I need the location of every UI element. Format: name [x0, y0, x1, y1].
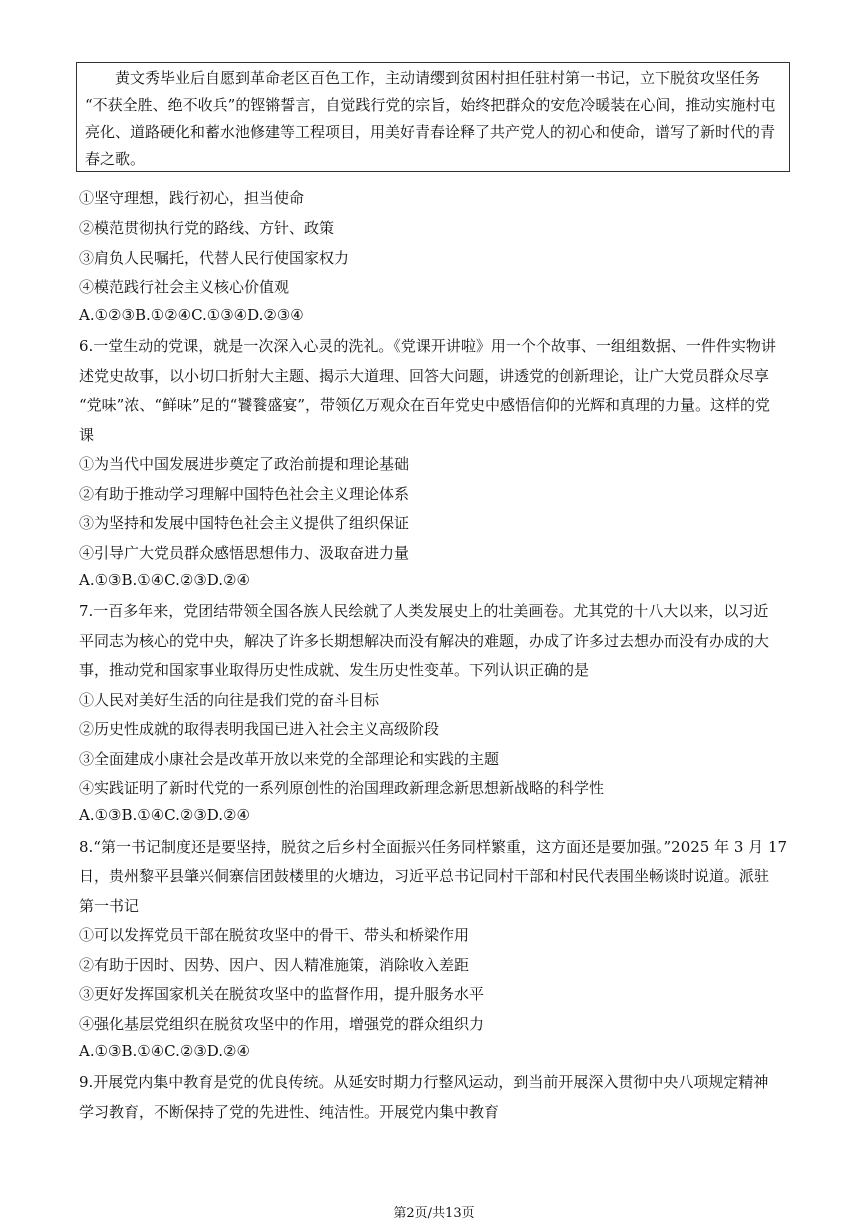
- q7-option-2: ②历史性成就的取得表明我国已进入社会主义高级阶段: [79, 720, 440, 738]
- q6-option-2: ②有助于推动学习理解中国特色社会主义理论体系: [79, 485, 410, 503]
- q6-stem-line: “党味”浓、“鲜味”足的“饕餮盛宴”，带领亿万观众在百年党史中感悟信仰的光辉和真理的力量。这样的党: [79, 396, 771, 414]
- reading-passage-box: [76, 62, 790, 172]
- q6-answer-choices: A.①③B.①④C.②③D.②④: [79, 571, 250, 589]
- q7-option-4: ④实践证明了新时代党的一系列原创性的治国理政新理念新思想新战略的科学性: [79, 779, 605, 797]
- q5-option-1: ①坚守理想，践行初心，担当使命: [79, 189, 305, 207]
- q8-option-1: ①可以发挥党员干部在脱贫攻坚中的骨干、带头和桥梁作用: [79, 926, 470, 944]
- q6-option-1: ①为当代中国发展进步奠定了政治前提和理论基础: [79, 455, 410, 473]
- q8-stem-line: 第一书记: [79, 897, 140, 915]
- q8-stem-line: 8.“第一书记制度还是要坚持，脱贫之后乡村全面振兴任务同样繁重，这方面还是要加强。”2025 年 3 月 17: [79, 838, 788, 856]
- q5-option-2: ②模范贯彻执行党的路线、方针、政策: [79, 219, 335, 237]
- q7-option-3: ③全面建成小康社会是改革开放以来党的全部理论和实践的主题: [79, 750, 500, 768]
- q6-stem-line: 6.一堂生动的党课，就是一次深入心灵的洗礼。《党课开讲啦》用一个个故事、一组组数据、一件件实物讲: [79, 337, 776, 355]
- page-number: 第2页/共13页: [393, 1206, 475, 1221]
- q8-option-4: ④强化基层党组织在脱贫攻坚中的作用，增强党的群众组织力: [79, 1015, 485, 1033]
- q7-stem-line: 平同志为核心的党中央，解决了许多长期想解决而没有解决的难题，办成了许多过去想办而没有办成的大: [79, 632, 770, 650]
- q8-stem-line: 日，贵州黎平县肇兴侗寨信团鼓楼里的火塘边，习近平总书记同村干部和村民代表围坐畅谈时说道。派驻: [79, 867, 770, 885]
- q8-option-3: ③更好发挥国家机关在脱贫攻坚中的监督作用，提升服务水平: [79, 985, 485, 1003]
- q7-answer-choices: A.①③B.①④C.②③D.②④: [79, 806, 250, 824]
- q6-stem-line: 述党史故事，以小切口折射大主题、揭示大道理、回答大问题，讲透党的创新理论，让广大党员群众尽享: [79, 367, 770, 385]
- q7-option-1: ①人民对美好生活的向往是我们党的奋斗目标: [79, 691, 380, 709]
- q7-stem-line: 事，推动党和国家事业取得历史性成就、发生历史性变革。下列认识正确的是: [79, 661, 590, 679]
- q5-option-3: ③肩负人民嘱托，代替人民行使国家权力: [79, 249, 350, 267]
- q9-stem-line: 9.开展党内集中教育是党的优良传统。从延安时期力行整风运动，到当前开展深入贯彻中央八项规定精神: [79, 1073, 769, 1091]
- q7-stem-line: 7.一百多年来，党团结带领全国各族人民绘就了人类发展史上的壮美画卷。尤其党的十八大以来，以习近: [79, 602, 769, 620]
- passage-line: 黄文秀毕业后自愿到革命老区百色工作，主动请缨到贫困村担任驻村第一书记，立下脱贫攻坚任务: [85, 69, 761, 87]
- q6-option-3: ③为坚持和发展中国特色社会主义提供了组织保证: [79, 514, 410, 532]
- passage-line: 春之歌。: [85, 150, 146, 168]
- passage-line: “不获全胜、绝不收兵”的铿锵誓言，自觉践行党的宗旨，始终把群众的安危冷暖装在心间，推动实施村屯: [85, 96, 776, 114]
- q8-answer-choices: A.①③B.①④C.②③D.②④: [79, 1042, 250, 1060]
- q8-option-2: ②有助于因时、因势、因户、因人精准施策，消除收入差距: [79, 956, 470, 974]
- q9-stem-line: 学习教育，不断保持了党的先进性、纯洁性。开展党内集中教育: [79, 1103, 500, 1121]
- q5-option-4: ④模范践行社会主义核心价值观: [79, 278, 290, 296]
- passage-line: 亮化、道路硬化和蓄水池修建等工程项目，用美好青春诠释了共产党人的初心和使命，谱写了新时代的青: [85, 123, 776, 141]
- q6-stem-line: 课: [79, 426, 95, 444]
- q6-option-4: ④引导广大党员群众感悟思想伟力、汲取奋进力量: [79, 544, 410, 562]
- q5-answer-choices: A.①②③B.①②④C.①③④D.②③④: [79, 306, 304, 324]
